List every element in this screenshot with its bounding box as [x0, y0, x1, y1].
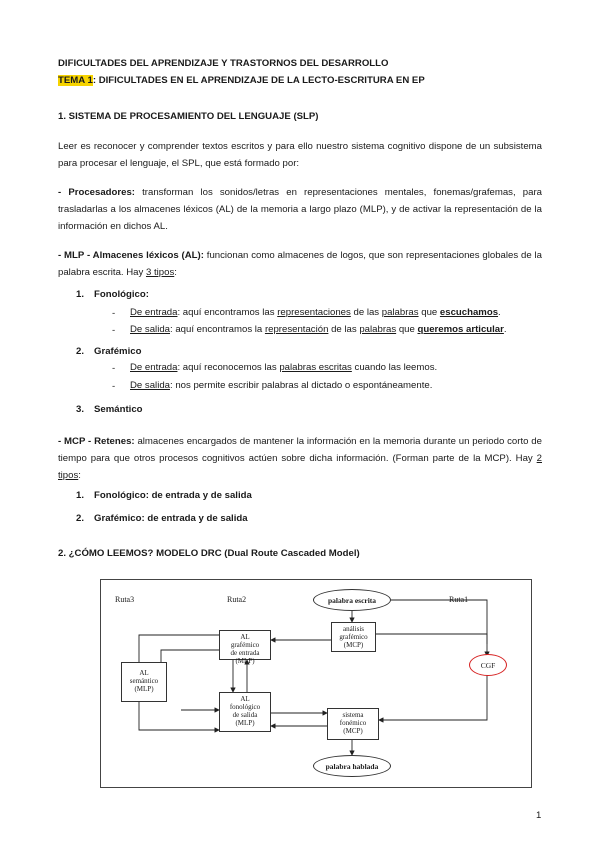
graf-salida-t1: : nos permite escribir palabras al dictado o espontáneamente. — [170, 380, 433, 391]
node-line: (MCP) — [343, 727, 363, 735]
palabra-escrita-node: palabra escrita — [313, 589, 391, 611]
bullet-dash: - — [112, 381, 116, 392]
list-num-semantico: 3. — [76, 404, 85, 415]
sistema-fonemico-node — [327, 708, 379, 740]
node-line: grafémico — [339, 633, 368, 641]
node-line: semántico — [129, 677, 159, 685]
fono-entrada-line — [130, 307, 501, 319]
node-line: de salida — [232, 711, 258, 719]
graf-salida-link: De salida — [130, 380, 170, 391]
fono-entrada-t3: que — [418, 307, 440, 318]
graf-entrada-t1: : aquí reconocemos las — [177, 362, 280, 373]
ruta1-label: Ruta1 — [449, 595, 469, 604]
palabra-hablada-node: palabra hablada — [313, 755, 391, 777]
mlp-text: funcionan como almacenes de logos, que son representaciones globales de la palabra escrita. Hay — [58, 250, 542, 278]
tema-rest: : DIFICULTADES EN EL APRENDIZAJE DE LA LECTO-ESCRITURA EN EP — [92, 75, 425, 86]
fono-salida-u3: queremos articular — [417, 324, 504, 335]
mlp-label: - MLP - Almacenes léxicos (AL): — [58, 250, 204, 261]
arrow — [391, 600, 487, 644]
analisis-grafemico-node — [331, 622, 376, 652]
arrow — [139, 635, 219, 662]
node-line: fonémico — [339, 719, 367, 727]
procesadores-label: - Procesadores: — [58, 187, 135, 198]
fono-entrada-link: De entrada — [130, 307, 178, 318]
ruta3-label: Ruta3 — [115, 595, 135, 604]
tema-heading — [58, 75, 425, 87]
list-num-mcp2: 2. — [76, 513, 85, 524]
fono-entrada-u3: escuchamos — [439, 307, 499, 318]
cgf-node: CGF — [469, 654, 507, 676]
node-line: de entrada — [230, 649, 260, 657]
bullet-dash: - — [112, 363, 116, 374]
graf-entrada-line — [130, 362, 437, 374]
node-line: análisis — [343, 625, 364, 633]
node-line: AL — [240, 695, 250, 703]
list-num-fonologico: 1. — [76, 289, 85, 300]
fono-salida-u1: representación — [264, 324, 329, 335]
mcp2-label: Grafémico — [94, 513, 142, 524]
node-line: (MLP) — [235, 657, 255, 665]
node-line: (MLP) — [235, 719, 255, 727]
graf-entrada-t2: cuando las leemos. — [351, 362, 438, 373]
node-line: (MCP) — [343, 641, 364, 649]
graf-entrada-u1: palabras escritas — [279, 362, 352, 373]
al-fonologico-salida-node — [219, 692, 271, 732]
section-1-heading: 1. SISTEMA DE PROCESAMIENTO DEL LENGUAJE (SLP) — [58, 111, 319, 122]
arrow — [379, 674, 487, 720]
mlp-paragraph — [58, 247, 542, 281]
fono-entrada-u1: representaciones — [277, 307, 351, 318]
node-line: AL — [139, 669, 149, 677]
fono-entrada-t2: de las — [350, 307, 382, 318]
mcp1-label: Fonológico — [94, 490, 146, 501]
mlp-colon: : — [174, 267, 177, 278]
mlp-tipos: 3 tipos — [145, 267, 175, 278]
fono-salida-link: De salida — [130, 324, 170, 335]
mcp1-line — [94, 490, 252, 502]
fono-salida-t2: de las — [328, 324, 360, 335]
section-2-heading: 2. ¿CÓMO LEEMOS? MODELO DRC (Dual Route Cascaded Model) — [58, 548, 360, 559]
list-num-grafemico: 2. — [76, 346, 85, 357]
drc-diagram — [100, 579, 532, 788]
fono-entrada-t1: : aquí encontramos las — [177, 307, 278, 318]
semantico-label: Semántico — [94, 404, 143, 415]
bullet-dash: - — [112, 308, 116, 319]
mcp-tipos: 2 tipos — [58, 453, 542, 481]
node-line: grafémico — [230, 641, 260, 649]
intro-paragraph: Leer es reconocer y comprender textos escritos y para ello nuestro sistema cognitivo dispone de un subsistema para procesar el lenguaje, el SPL, que está formado por: — [58, 141, 542, 169]
mcp1-text: : de entrada y de salida — [145, 490, 252, 501]
fono-salida-t4: . — [503, 324, 507, 335]
arrow — [376, 634, 487, 656]
mcp-text: almacenes encargados de mantener la información en la memoria durante un periodo corto de tiempo para que otros procesos cognitivos actúen sobre dicha información. (Forman parte de la MCP). Hay — [58, 436, 542, 464]
mcp-colon: : — [78, 470, 81, 481]
mcp2-text: : de entrada y de salida — [141, 513, 248, 524]
mcp2-line — [94, 513, 248, 525]
list-num-mcp1: 1. — [76, 490, 85, 501]
fono-salida-u2: palabras — [359, 324, 397, 335]
fonologico-label: Fonológico: — [94, 289, 149, 300]
node-line: fonológico — [229, 703, 261, 711]
al-grafemico-entrada-node — [219, 630, 271, 665]
fono-salida-t1: : aquí encontramos la — [170, 324, 265, 335]
arrow — [161, 650, 219, 662]
mcp-paragraph — [58, 433, 542, 484]
al-semantico-node — [121, 662, 167, 702]
mcp-label: - MCP - Retenes: — [58, 436, 135, 447]
arrow — [139, 702, 219, 730]
graf-entrada-link: De entrada — [130, 362, 178, 373]
tema-label: TEMA 1 — [58, 75, 93, 86]
node-line: (MLP) — [134, 685, 154, 693]
ruta2-label: Ruta2 — [227, 595, 247, 604]
fono-salida-line — [130, 324, 507, 336]
fono-entrada-t4: . — [498, 307, 501, 318]
procesadores-text: transforman los sonidos/letras en representaciones mentales, fonemas/grafemas, para trasladarlas a los almacenes léxicos (AL) de la memoria a largo plazo (MLP), y de activar la representación de la información en dichos AL. — [58, 187, 542, 232]
doc-title: DIFICULTADES DEL APRENDIZAJE Y TRASTORNOS DEL DESARROLLO — [58, 58, 389, 69]
grafemico-label: Grafémico — [94, 346, 142, 357]
fono-entrada-u2: palabras — [381, 307, 419, 318]
node-line: AL — [240, 633, 250, 641]
procesadores-paragraph — [58, 184, 542, 235]
page-number: 1 — [536, 810, 542, 821]
node-line: sistema — [342, 711, 364, 719]
graf-salida-line — [130, 380, 432, 392]
bullet-dash: - — [112, 325, 116, 336]
fono-salida-t3: que — [396, 324, 418, 335]
